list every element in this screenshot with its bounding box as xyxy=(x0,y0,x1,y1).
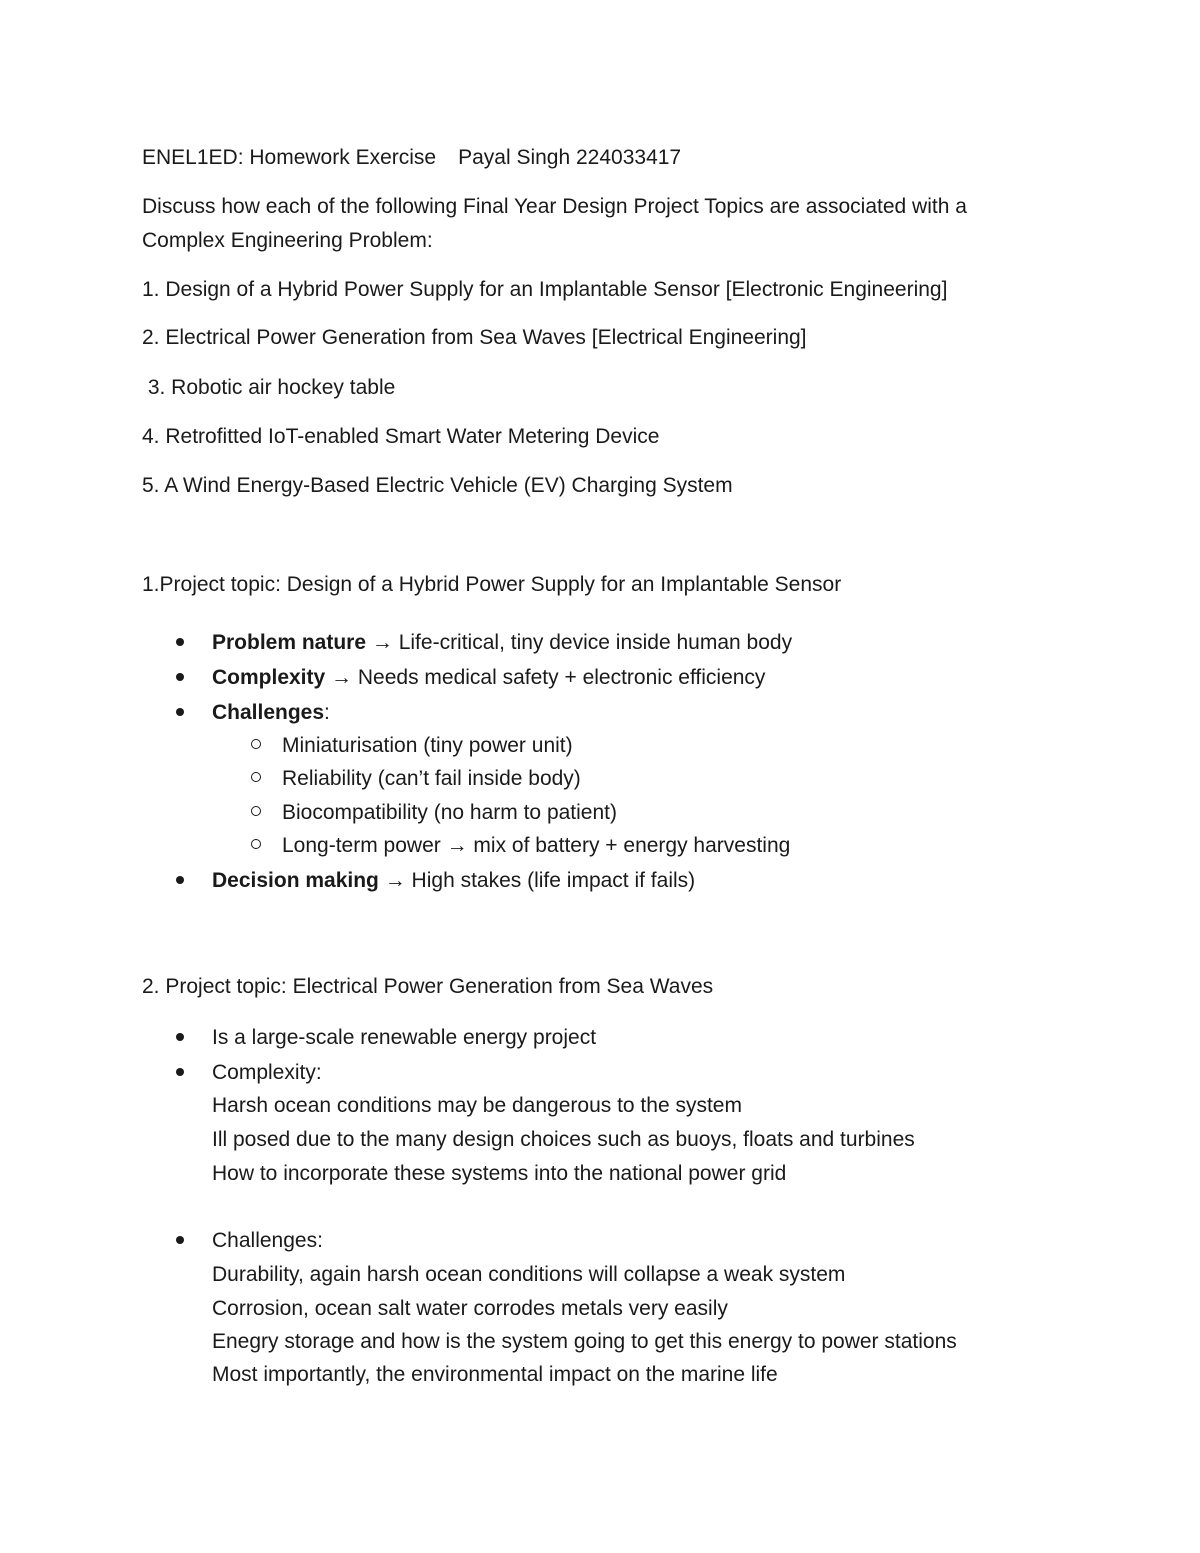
bullet-icon xyxy=(176,1236,184,1244)
challenge-text: Long-term power → mix of battery + energy harvesting xyxy=(282,834,791,857)
topic-item-2: 2. Electrical Power Generation from Sea Waves [Electrical Engineering] xyxy=(142,326,807,349)
student-info: Payal Singh 224033417 xyxy=(458,146,682,169)
section2-heading: 2. Project topic: Electrical Power Generation from Sea Waves xyxy=(142,975,714,998)
circle-bullet-icon xyxy=(251,806,261,816)
bullet-icon xyxy=(176,708,184,716)
challenge-line: Most importantly, the environmental impact on the marine life xyxy=(212,1363,778,1386)
circle-bullet-icon xyxy=(251,839,261,849)
intro-line-1: Discuss how each of the following Final Year Design Project Topics are associated with a xyxy=(142,195,967,218)
bullet-text: Is a large-scale renewable energy project xyxy=(212,1026,597,1049)
problem-nature-label: Problem nature xyxy=(212,631,367,654)
challenge-text: Biocompatibility (no harm to patient) xyxy=(282,801,617,824)
complexity-line: How to incorporate these systems into the national power grid xyxy=(212,1162,787,1185)
complexity-label: Complexity xyxy=(212,666,326,689)
decision-making-text: → High stakes (life impact if fails) xyxy=(378,869,696,892)
complexity-line: Harsh ocean conditions may be dangerous to the system xyxy=(212,1094,742,1117)
bullet-icon xyxy=(176,1033,184,1041)
challenge-line: Enegry storage and how is the system going to get this energy to power stations xyxy=(212,1330,957,1353)
challenge-text: Reliability (can’t fail inside body) xyxy=(282,767,581,790)
topic-item-1: 1. Design of a Hybrid Power Supply for an Implantable Sensor [Electronic Engineering] xyxy=(142,278,948,301)
challenge-line: Durability, again harsh ocean conditions will collapse a weak system xyxy=(212,1263,846,1286)
challenge-text: Miniaturisation (tiny power unit) xyxy=(282,734,573,757)
complexity-text: → Needs medical safety + electronic efficiency xyxy=(325,666,766,689)
circle-bullet-icon xyxy=(251,739,261,749)
challenges-label: Challenges xyxy=(212,701,325,724)
complexity-label: Complexity: xyxy=(212,1061,322,1084)
bullet-icon xyxy=(176,1068,184,1076)
problem-nature-text: → Life-critical, tiny device inside human body xyxy=(366,631,793,654)
course-title: ENEL1ED: Homework Exercise xyxy=(142,146,437,169)
section1-heading: 1.Project topic: Design of a Hybrid Power Supply for an Implantable Sensor xyxy=(142,573,842,596)
decision-making-label: Decision making xyxy=(212,869,379,892)
document-header xyxy=(142,144,681,171)
circle-bullet-icon xyxy=(251,772,261,782)
challenges-label: Challenges: xyxy=(212,1229,323,1252)
challenge-line: Corrosion, ocean salt water corrodes metals very easily xyxy=(212,1297,728,1320)
challenges-colon: : xyxy=(324,701,330,724)
intro-line-2: Complex Engineering Problem: xyxy=(142,229,433,252)
bullet-icon xyxy=(176,876,184,884)
topic-item-5: 5. A Wind Energy-Based Electric Vehicle (EV) Charging System xyxy=(142,474,733,497)
bullet-icon xyxy=(176,673,184,681)
complexity-line: Ill posed due to the many design choices such as buoys, floats and turbines xyxy=(212,1128,915,1151)
topic-item-3: 3. Robotic air hockey table xyxy=(142,376,396,399)
topic-item-4: 4. Retrofitted IoT-enabled Smart Water Metering Device xyxy=(142,425,660,448)
bullet-icon xyxy=(176,638,184,646)
